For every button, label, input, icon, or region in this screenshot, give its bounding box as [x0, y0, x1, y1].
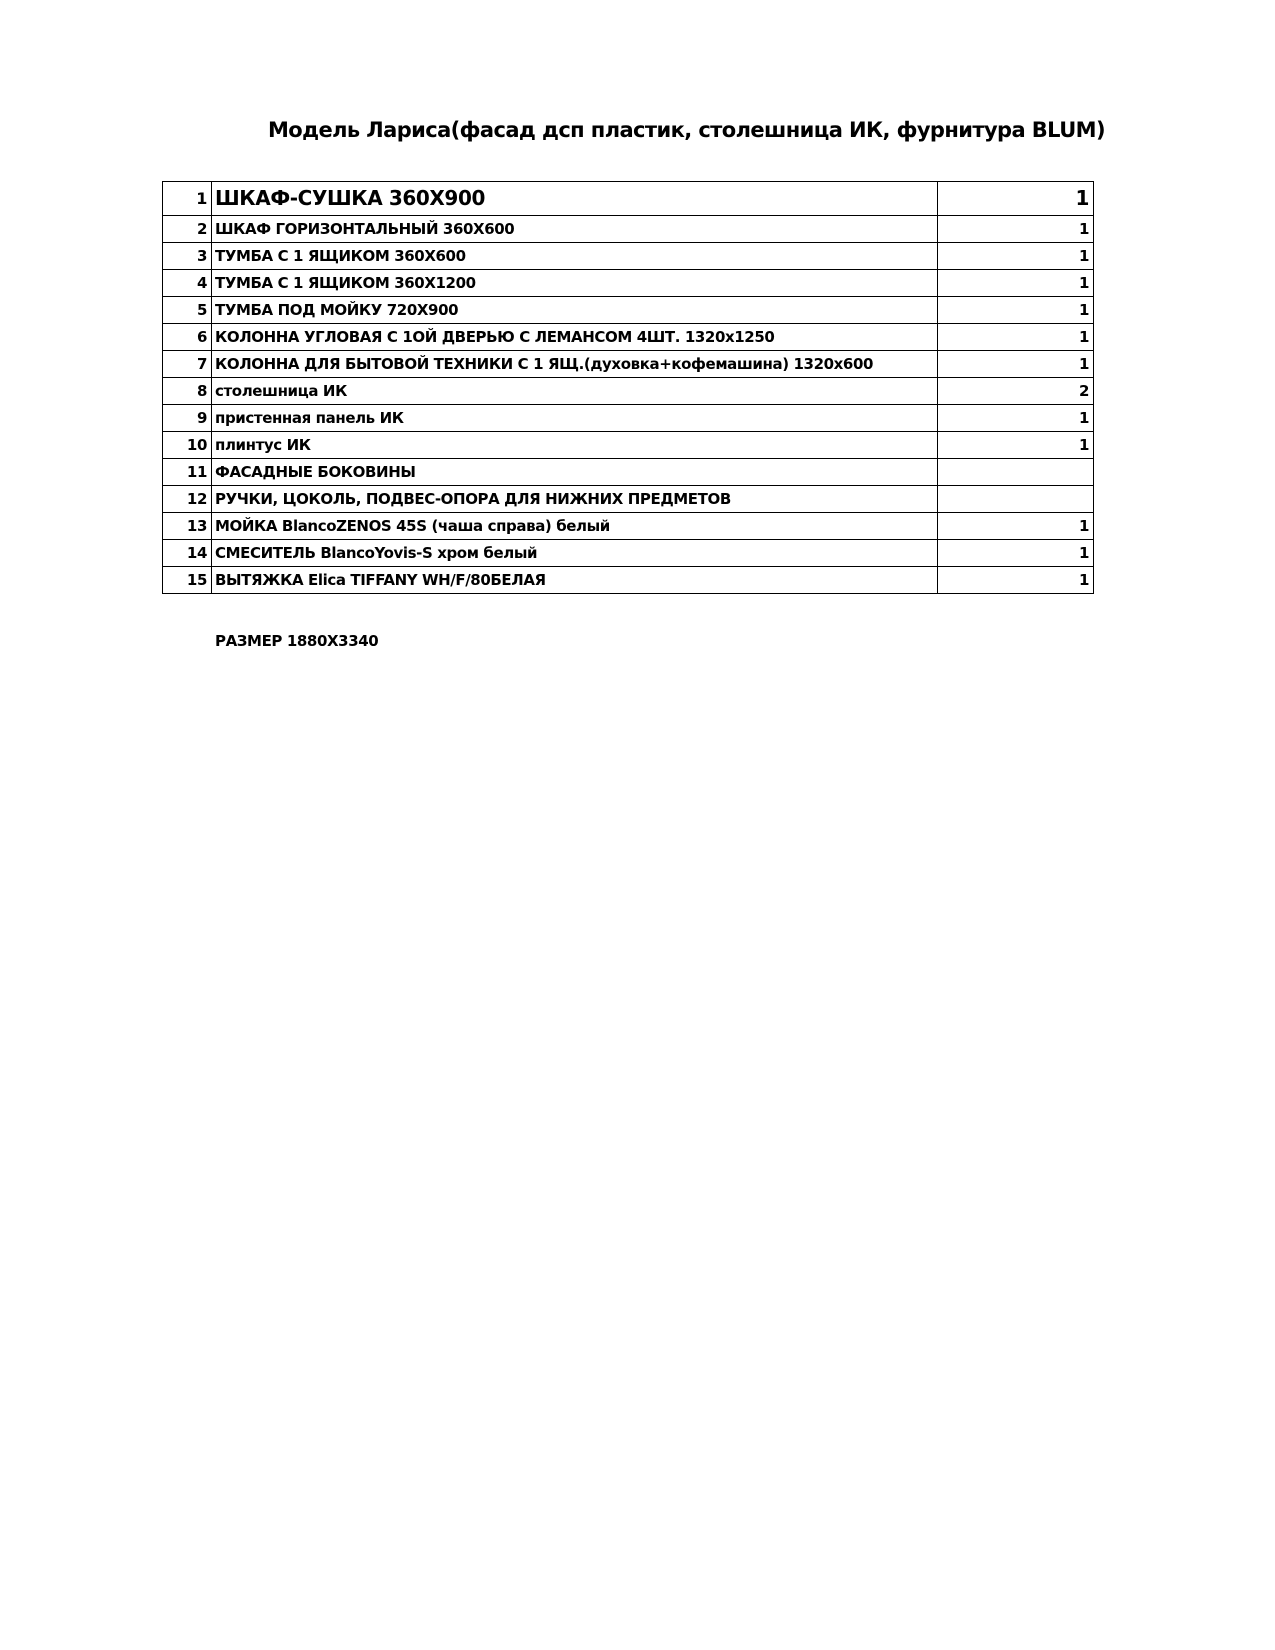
row-number: 6 — [163, 324, 212, 351]
row-name: РУЧКИ, ЦОКОЛЬ, ПОДВЕС-ОПОРА ДЛЯ НИЖНИХ ПРЕДМЕТОВ — [212, 486, 938, 513]
table-row — [163, 405, 1094, 432]
row-name: ТУМБА С 1 ЯЩИКОМ 360Х600 — [212, 243, 938, 270]
table-row — [163, 513, 1094, 540]
row-name: СМЕСИТЕЛЬ BlancoYovis-S хром белый — [212, 540, 938, 567]
row-name: ШКАФ-СУШКА 360Х900 — [212, 182, 938, 216]
row-name: ФАСАДНЫЕ БОКОВИНЫ — [212, 459, 938, 486]
table-row — [163, 243, 1094, 270]
row-number: 9 — [163, 405, 212, 432]
table-row — [163, 270, 1094, 297]
row-name: КОЛОННА УГЛОВАЯ С 1ОЙ ДВЕРЬЮ С ЛЕМАНСОМ 4ШТ. 1320х1250 — [212, 324, 938, 351]
row-quantity — [938, 486, 1094, 513]
row-number: 5 — [163, 297, 212, 324]
table-row — [163, 351, 1094, 378]
row-number: 13 — [163, 513, 212, 540]
document-title: Модель Лариса(фасад дсп пластик, столешница ИК, фурнитура BLUM) — [268, 118, 1105, 142]
row-name: ВЫТЯЖКА Elica TIFFANY WH/F/80БЕЛАЯ — [212, 567, 938, 594]
row-number: 15 — [163, 567, 212, 594]
row-name: ТУМБА С 1 ЯЩИКОМ 360Х1200 — [212, 270, 938, 297]
table-row — [163, 459, 1094, 486]
row-number: 4 — [163, 270, 212, 297]
row-quantity: 1 — [938, 351, 1094, 378]
row-name: ТУМБА ПОД МОЙКУ 720Х900 — [212, 297, 938, 324]
table-row — [163, 182, 1094, 216]
row-name: КОЛОННА ДЛЯ БЫТОВОЙ ТЕХНИКИ С 1 ЯЩ.(духовка+кофемашина) 1320х600 — [212, 351, 938, 378]
row-quantity: 1 — [938, 182, 1094, 216]
row-quantity: 1 — [938, 405, 1094, 432]
row-number: 11 — [163, 459, 212, 486]
row-number: 3 — [163, 243, 212, 270]
table-row — [163, 216, 1094, 243]
row-name: плинтус ИК — [212, 432, 938, 459]
row-name: столешница ИК — [212, 378, 938, 405]
table-row — [163, 486, 1094, 513]
row-quantity: 1 — [938, 297, 1094, 324]
row-quantity: 1 — [938, 432, 1094, 459]
row-quantity: 1 — [938, 540, 1094, 567]
row-number: 2 — [163, 216, 212, 243]
table-row — [163, 324, 1094, 351]
row-number: 7 — [163, 351, 212, 378]
table-row — [163, 432, 1094, 459]
row-name: МОЙКА BlancoZENOS 45S (чаша справа) белый — [212, 513, 938, 540]
size-note: РАЗМЕР 1880Х3340 — [215, 632, 379, 650]
table-row — [163, 567, 1094, 594]
row-quantity: 1 — [938, 243, 1094, 270]
row-quantity — [938, 459, 1094, 486]
row-name: пристенная панель ИК — [212, 405, 938, 432]
row-quantity: 1 — [938, 216, 1094, 243]
row-quantity: 2 — [938, 378, 1094, 405]
row-number: 12 — [163, 486, 212, 513]
table-row — [163, 540, 1094, 567]
row-quantity: 1 — [938, 567, 1094, 594]
row-number: 14 — [163, 540, 212, 567]
row-number: 1 — [163, 182, 212, 216]
row-number: 8 — [163, 378, 212, 405]
row-name: ШКАФ ГОРИЗОНТАЛЬНЫЙ 360Х600 — [212, 216, 938, 243]
row-quantity: 1 — [938, 270, 1094, 297]
table-row — [163, 378, 1094, 405]
row-number: 10 — [163, 432, 212, 459]
items-table — [162, 181, 1094, 594]
table-row — [163, 297, 1094, 324]
row-quantity: 1 — [938, 324, 1094, 351]
row-quantity: 1 — [938, 513, 1094, 540]
